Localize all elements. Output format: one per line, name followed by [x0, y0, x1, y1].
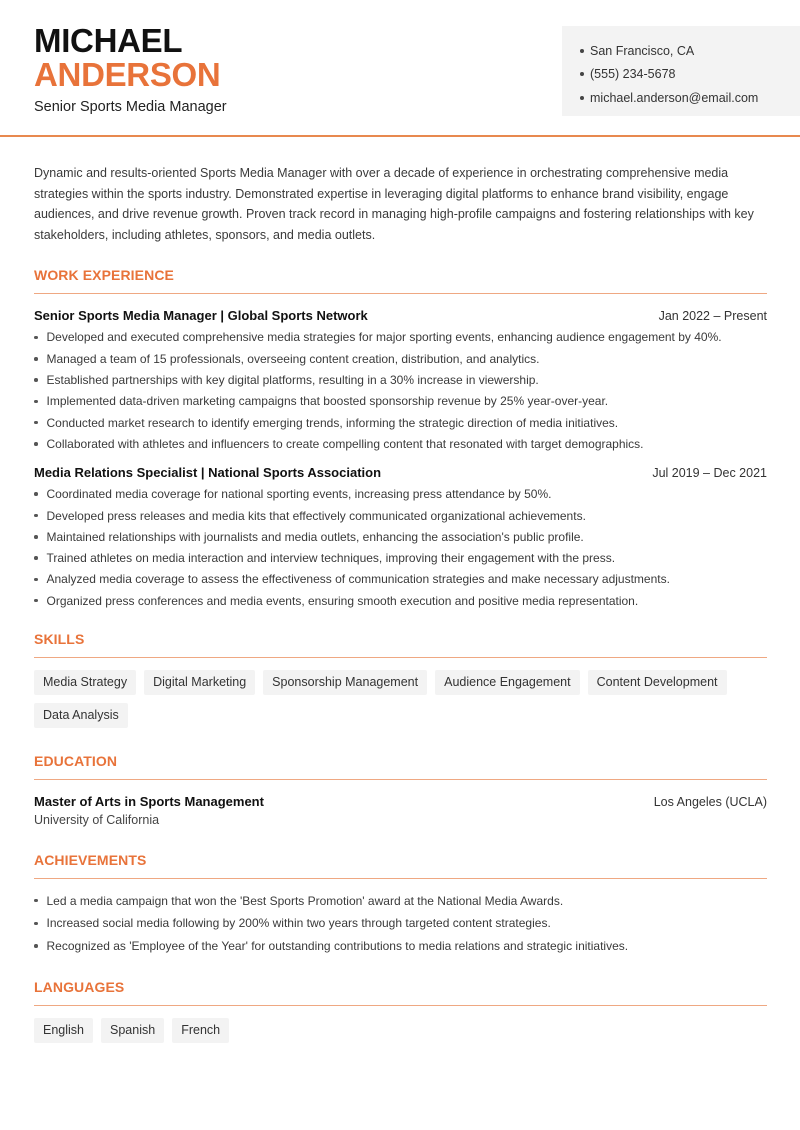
language-tags: [34, 1018, 767, 1043]
education-location: Los Angeles (UCLA): [653, 795, 767, 810]
skill-tag: Content Development: [588, 670, 727, 695]
email-text: michael.anderson@email.com: [590, 90, 759, 105]
bullet-text: Organized press conferences and media events, ensuring smooth execution and positive media representation.: [46, 593, 639, 608]
skill-tag: Audience Engagement: [435, 670, 579, 695]
bullet-icon: [34, 899, 38, 903]
list-item: [34, 912, 767, 935]
bullet-text: Conducted market research to identify emerging trends, informing the strategic direction of media initiatives.: [46, 415, 619, 430]
job-dates: Jan 2022 – Present: [658, 308, 767, 323]
list-item: [34, 369, 767, 390]
contact-location: [580, 39, 800, 63]
bullet-icon: [580, 96, 584, 100]
skill-tag: Digital Marketing: [144, 670, 255, 695]
list-item: [34, 391, 767, 412]
contact-phone: [580, 63, 800, 87]
language-tag: French: [172, 1018, 229, 1043]
summary: Dynamic and results-oriented Sports Media Manager with over a decade of experience in orchestrating comprehensive media strategies within the sports industry. Demonstrated expertise in leveraging digital platforms to enhance brand visibility, engage audiences, and drive revenue growth. Proven track record in managing high-profile campaigns and fostering relationships with key stakeholders, including athletes, sponsors, and media outlets.: [34, 166, 754, 243]
skills-section: [34, 631, 767, 728]
section-title: EDUCATION: [34, 753, 767, 780]
bullet-text: Led a media campaign that won the 'Best Sports Promotion' award at the National Media Awards.: [46, 893, 564, 908]
job-role: Senior Sports Media Manager | Global Sports Network: [34, 307, 368, 323]
list-item: [34, 590, 767, 611]
list-item: [34, 889, 767, 912]
bullet-text: Increased social media following by 200% within two years through targeted content strategies.: [46, 916, 551, 931]
language-tag: English: [34, 1018, 93, 1043]
resume-header: [0, 0, 800, 137]
list-item: [34, 547, 767, 568]
degree: Master of Arts in Sports Management: [34, 794, 264, 810]
bullet-text: Coordinated media coverage for national sporting events, increasing press attendance by 50%.: [46, 487, 552, 502]
bullet-icon: [34, 378, 38, 382]
skills-tags: [34, 670, 767, 728]
bullet-icon: [580, 49, 584, 53]
section-title: ACHIEVEMENTS: [34, 852, 767, 879]
bullet-text: Maintained relationships with journalists and media outlets, enhancing the association's public profile.: [46, 529, 584, 544]
resume-body: [34, 163, 767, 1043]
bullet-text: Managed a team of 15 professionals, overseeing content creation, distribution, and analytics.: [46, 351, 540, 366]
education-section: [34, 753, 767, 827]
list-item: [34, 327, 767, 348]
bullet-icon: [34, 556, 38, 560]
bullet-text: Recognized as 'Employee of the Year' for outstanding contributions to media relations and strategic initiatives.: [46, 938, 629, 953]
contact-email: [580, 86, 800, 110]
job-title: Senior Sports Media Manager: [34, 99, 227, 115]
bullet-icon: [34, 421, 38, 425]
bullet-icon: [34, 514, 38, 518]
language-tag: Spanish: [101, 1018, 164, 1043]
bullet-icon: [34, 944, 38, 948]
bullet-icon: [34, 578, 38, 582]
work-experience-section: [34, 267, 767, 612]
bullet-icon: [34, 357, 38, 361]
job-bullets: [34, 484, 767, 612]
phone-text: (555) 234-5678: [590, 67, 676, 82]
bullet-icon: [34, 492, 38, 496]
bullet-icon: [580, 72, 584, 76]
skill-tag: Data Analysis: [34, 703, 128, 728]
skill-tag: Sponsorship Management: [263, 670, 427, 695]
section-title: WORK EXPERIENCE: [34, 267, 767, 294]
list-item: [34, 433, 767, 454]
section-title: LANGUAGES: [34, 979, 767, 1006]
languages-section: [34, 979, 767, 1043]
bullet-icon: [34, 336, 38, 340]
school: University of California: [34, 813, 160, 828]
bullet-text: Implemented data-driven marketing campaigns that boosted sponsorship revenue by 25% year-over-year.: [46, 394, 609, 409]
skill-tag: Media Strategy: [34, 670, 136, 695]
bullet-text: Developed press releases and media kits that effectively communicated organizational achievements.: [46, 508, 586, 523]
first-name: MICHAEL: [34, 22, 183, 59]
list-item: [34, 484, 767, 505]
bullet-icon: [34, 400, 38, 404]
list-item: [34, 526, 767, 547]
list-item: [34, 935, 767, 958]
bullet-icon: [34, 599, 38, 603]
bullet-text: Established partnerships with key digital platforms, resulting in a 30% increase in viewership.: [46, 373, 539, 388]
contact-box: [562, 26, 800, 116]
job-entry: [34, 465, 767, 612]
section-title: SKILLS: [34, 631, 767, 658]
job-role: Media Relations Specialist | National Sports Association: [34, 464, 382, 480]
job-bullets: [34, 327, 767, 455]
achievements-section: [34, 852, 767, 957]
list-item: [34, 348, 767, 369]
job-entry: [34, 308, 767, 455]
bullet-icon: [34, 535, 38, 539]
location-text: San Francisco, CA: [590, 43, 695, 58]
bullet-icon: [34, 922, 38, 926]
achievement-bullets: [34, 889, 767, 957]
job-dates: Jul 2019 – Dec 2021: [652, 465, 767, 480]
bullet-text: Trained athletes on media interaction and interview techniques, improving their engagement with the press.: [46, 551, 616, 566]
bullet-text: Analyzed media coverage to assess the effectiveness of communication strategies and make necessary adjustments.: [46, 572, 670, 587]
bullet-text: Developed and executed comprehensive media strategies for major sporting events, enhancing audience engagement by 40%.: [46, 330, 722, 345]
list-item: [34, 505, 767, 526]
last-name: ANDERSON: [34, 56, 221, 93]
list-item: [34, 569, 767, 590]
list-item: [34, 412, 767, 433]
bullet-text: Collaborated with athletes and influencers to create compelling content that resonated with target demographics.: [46, 436, 644, 451]
bullet-icon: [34, 442, 38, 446]
